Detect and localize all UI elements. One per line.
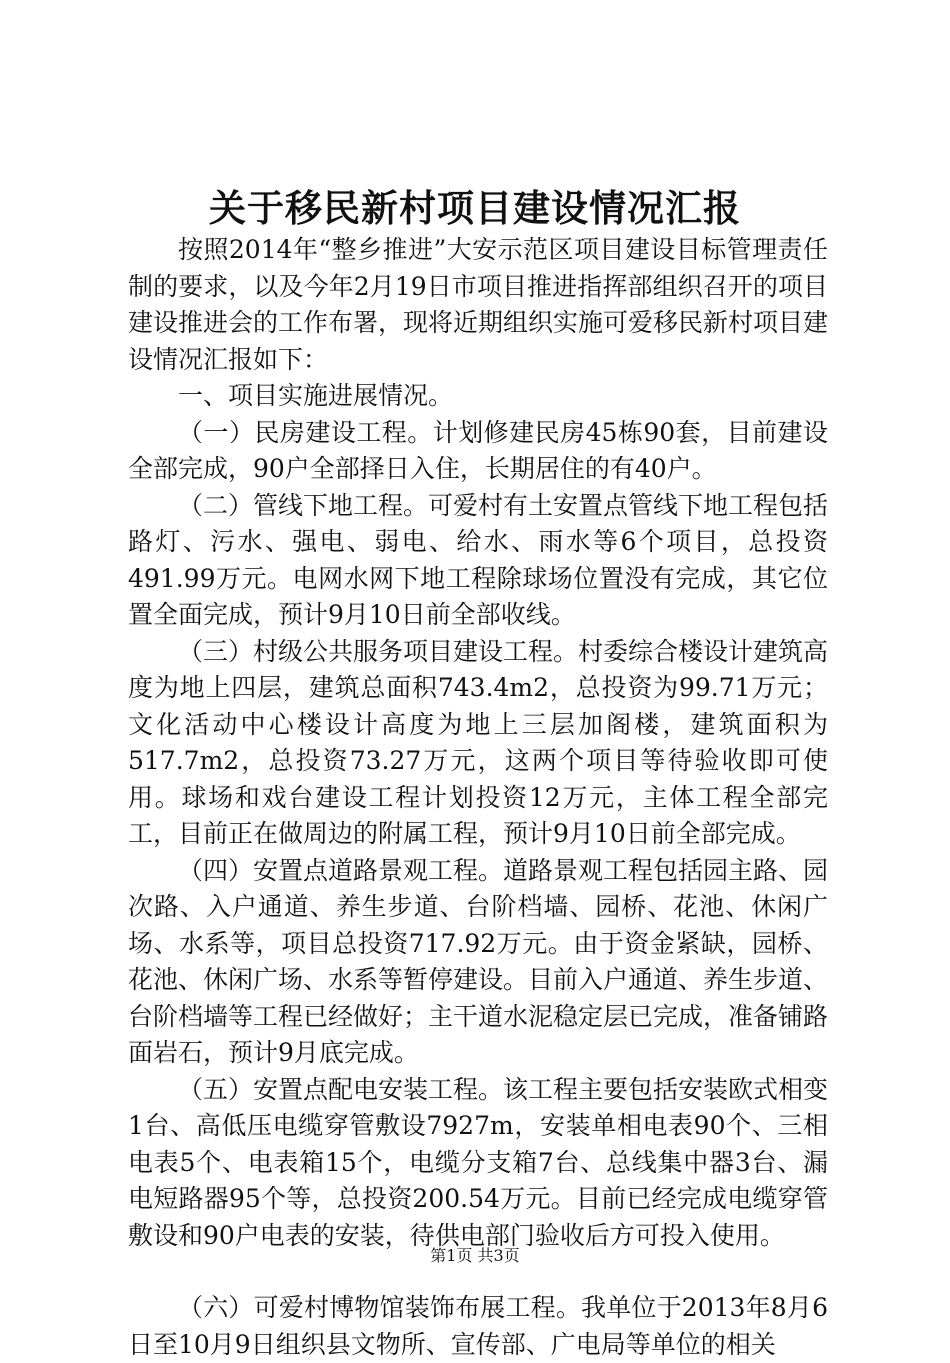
document-title: 关于移民新村项目建设情况汇报 [209,186,741,230]
paragraph-housing: （一）民房建设工程。计划修建民房45栋90套，目前建设全部完成，90户全部择日入住，长期居住的有40户。 [128,417,828,483]
paragraph-road-landscape: （四）安置点道路景观工程。道路景观工程包括园主路、园次路、入户通道、养生步道、台阶档墙、园桥、花池、休闲广场、水系等，项目总投资717.92万元。由于资金紧缺，园桥、花池、休闲广场、水系等暂停建设。目前入户通道、养生步道、台阶档墙等工程已经做好；主干道水泥稳定层已完成，准备铺路面岩石，预计9月底完成。 [128,855,829,1067]
document-body [128,232,828,1363]
paragraph-section-heading: 一、项目实施进展情况。 [178,381,454,410]
page-number-footer: 第1页 共3页 [430,1246,520,1265]
paragraph-power-distribution: （五）安置点配电安装工程。该工程主要包括安装欧式相变1台、高低压电缆穿管敷设7927m，安装单相电表90个、三相电表5个、电表箱15个，电缆分支箱7台、总线集中器3台、漏电短路器95个等，总投资200.54万元。目前已经完成电缆穿管敷设和90户电表的安装，待供电部门验收后方可投入使用。 [128,1074,829,1250]
paragraph-intro: 按照2014年“整乡推进”大安示范区项目建设目标管理责任制的要求，以及今年2月19日市项目推进指挥部组织召开的项目建设推进会的工作布署，现将近期组织实施可爱移民新村项目建设情况汇报如下： [128,235,829,374]
paragraph-museum: （六）可爱村博物馆装饰布展工程。我单位于2013年8月6日至10月9日组织县文物所、宣传部、广电局等单位的相关 [128,1293,828,1359]
paragraph-public-services: （三）村级公共服务项目建设工程。村委综合楼设计建筑高度为地上四层，建筑总面积743.4m2，总投资为99.71万元；文化活动中心楼设计高度为地上三层加阁楼，建筑面积为517.7m2，总投资73.27万元，这两个项目等待验收即可使用。球场和戏台建设工程计划投资12万元，主体工程全部完工，目前正在做周边的附属工程，预计9月10日前全部完成。 [128,636,829,848]
paragraph-pipelines: （二）管线下地工程。可爱村有土安置点管线下地工程包括路灯、污水、强电、弱电、给水、雨水等6个项目，总投资491.99万元。电网水网下地工程除球场位置没有完成，其它位置全面完成，预计9月10日前全部收线。 [128,490,829,629]
